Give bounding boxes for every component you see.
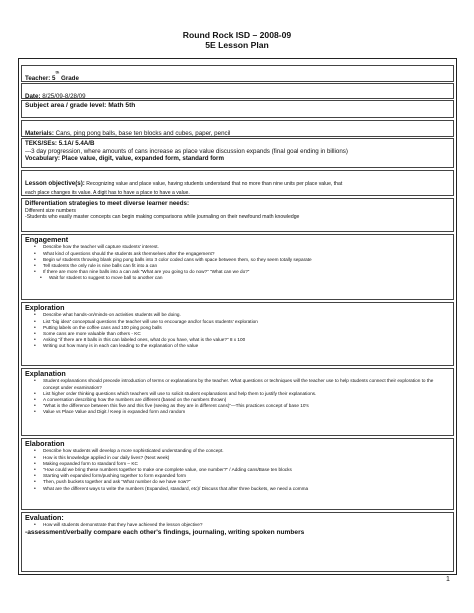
engagement-section <box>21 234 454 300</box>
elaboration-item: • What are the different ways to write the numbers (Expanded, standard, etc)/ Discuss that after three buckets, we need a comma <box>43 486 450 492</box>
teacher-label: Teacher: 5 <box>25 75 56 82</box>
evaluation-summary: -assessment/verbally compare each other's findings, journaling, writing spoken numbers <box>25 528 305 536</box>
exploration-section <box>21 302 454 366</box>
exploration-item: • Some cans are more valuable than others - KC <box>43 331 450 337</box>
elaboration-item: • “How could we bring these numbers together to make one complete value, one number?” / Adding cans/Base ten blocks <box>43 467 450 473</box>
engagement-item: • What kind of questions should the students ask themselves after the engagement? <box>43 251 450 257</box>
document-subtitle: 5E Lesson Plan <box>205 40 269 50</box>
teks-row <box>21 138 454 168</box>
objective-line1: Recognizing value and place value, having students understand that no more than nine units per place value, that <box>84 181 343 187</box>
materials-label: Materials: <box>25 130 54 137</box>
date-value: 8/25/09-8/28/09 <box>40 93 86 99</box>
subject-text: Subject area / grade level: Math 5th <box>25 102 136 109</box>
explanation-item: • “What is the difference between this five and this five (seeing as they are in different cans)”—This practices concept of base 10's <box>43 403 450 409</box>
elaboration-item: • Starting with expanded form/pushing together to form expanded form <box>43 473 450 479</box>
exploration-item: • Putting labels on the coffee cans and 100 ping pong balls <box>43 325 450 331</box>
document-title: Round Rock ISD – 2008-09 <box>182 30 292 40</box>
explanation-item: • Student explanations should precede introduction of terms or explanations by the teacher. What questions or techniques will the teacher use to help students connect their exploration to the concept under examination? <box>43 378 450 390</box>
engagement-item: • Begin w/ students throwing blank ping pong balls into 3 color coded cans with space between them, so they seem totally separate <box>43 257 450 263</box>
elaboration-item: • Describe how students will develop a more sophisticated understanding of the concept. <box>43 448 450 454</box>
explanation-item: • List higher order thinking questions which teachers will use to solicit student explanations and help them to justify their explanations. <box>43 391 450 397</box>
teks-label: TEKS/SEs: 5.1A/ 5.4A/B <box>25 140 95 147</box>
explanation-item: • A conversation describing how the numbers are different (based on the numbers thrown) <box>43 397 450 403</box>
exploration-item: • Writing out how many is in each can leading to the explanation of the value <box>43 343 450 349</box>
date-row <box>21 83 454 99</box>
exploration-item: • Asking “if there are 8 balls in this can labeled ones, what do you have, what is the value?” 8 x 100 <box>43 337 450 343</box>
explanation-item: • Value vs Place Value and Digit / Keep in expanded form and random <box>43 409 450 415</box>
exploration-heading: Exploration <box>25 303 65 312</box>
exploration-item: • List “big idea” conceptual questions the teacher will use to encourage and/or focus students' exploration <box>43 319 450 325</box>
teacher-suffix: th <box>55 69 60 75</box>
differentiation-line1: Different size numbers <box>25 207 76 214</box>
materials-row <box>21 120 454 137</box>
teacher-grade: Grade <box>59 75 79 82</box>
elaboration-section <box>21 438 454 510</box>
differentiation-label: Differentiation strategies to meet diverse learner needs: <box>25 200 190 207</box>
objective-line2: each place changes its value. A digit has to have a place to have a value. <box>25 190 190 196</box>
engagement-item: • Tell students the only rule is nine balls can fit into a can <box>43 263 450 269</box>
elaboration-item: • Making expanded form to standard form – KC <box>43 461 450 467</box>
teacher-row <box>21 65 454 82</box>
objective-row <box>21 170 454 196</box>
objective-label: Lesson objective(s): <box>25 180 85 187</box>
engagement-item: • If there are more than nine balls into a can ask “What are you going to do now?” “What can we do?” <box>43 269 450 275</box>
teks-progression: ---3 day progression, where amounts of cans increase as place value discussion expands (final goal ending in billions) <box>25 147 348 155</box>
engagement-item: • Describe how the teacher will capture students' interest. <box>43 244 450 250</box>
evaluation-heading: Evaluation: <box>25 513 64 522</box>
engagement-item: • Wait for student to suggest to move ball to another can <box>49 275 450 281</box>
elaboration-item: • Then, push buckets together and ask “What number do we have now?” <box>43 479 450 485</box>
materials-value: Cans, ping pong balls, base ten blocks and cubes, paper, pencil <box>53 130 231 137</box>
engagement-heading: Engagement <box>25 235 69 244</box>
exploration-item: • Describe what hands-on/minds-on activities students will be doing. <box>43 312 450 318</box>
teks-vocabulary: Vocabulary: Place value, digit, value, expanded form, standard form <box>25 155 224 163</box>
page-number: 1 <box>446 576 450 583</box>
evaluation-item: • How will students demonstrate that they have achieved the lesson objective? <box>43 522 450 528</box>
explanation-section <box>21 368 454 436</box>
evaluation-section <box>21 512 454 572</box>
subject-row <box>21 100 454 118</box>
elaboration-heading: Elaboration <box>25 439 65 448</box>
date-label: Date: <box>25 93 41 99</box>
elaboration-item: • How is this knowledge applied in our daily lives? (Next week) <box>43 455 450 461</box>
differentiation-row <box>21 198 454 232</box>
differentiation-line2: -Students who easily master concepts can begin making comparisons while journaling on their newfound math knowledge <box>25 214 300 220</box>
explanation-heading: Explanation <box>25 369 66 378</box>
